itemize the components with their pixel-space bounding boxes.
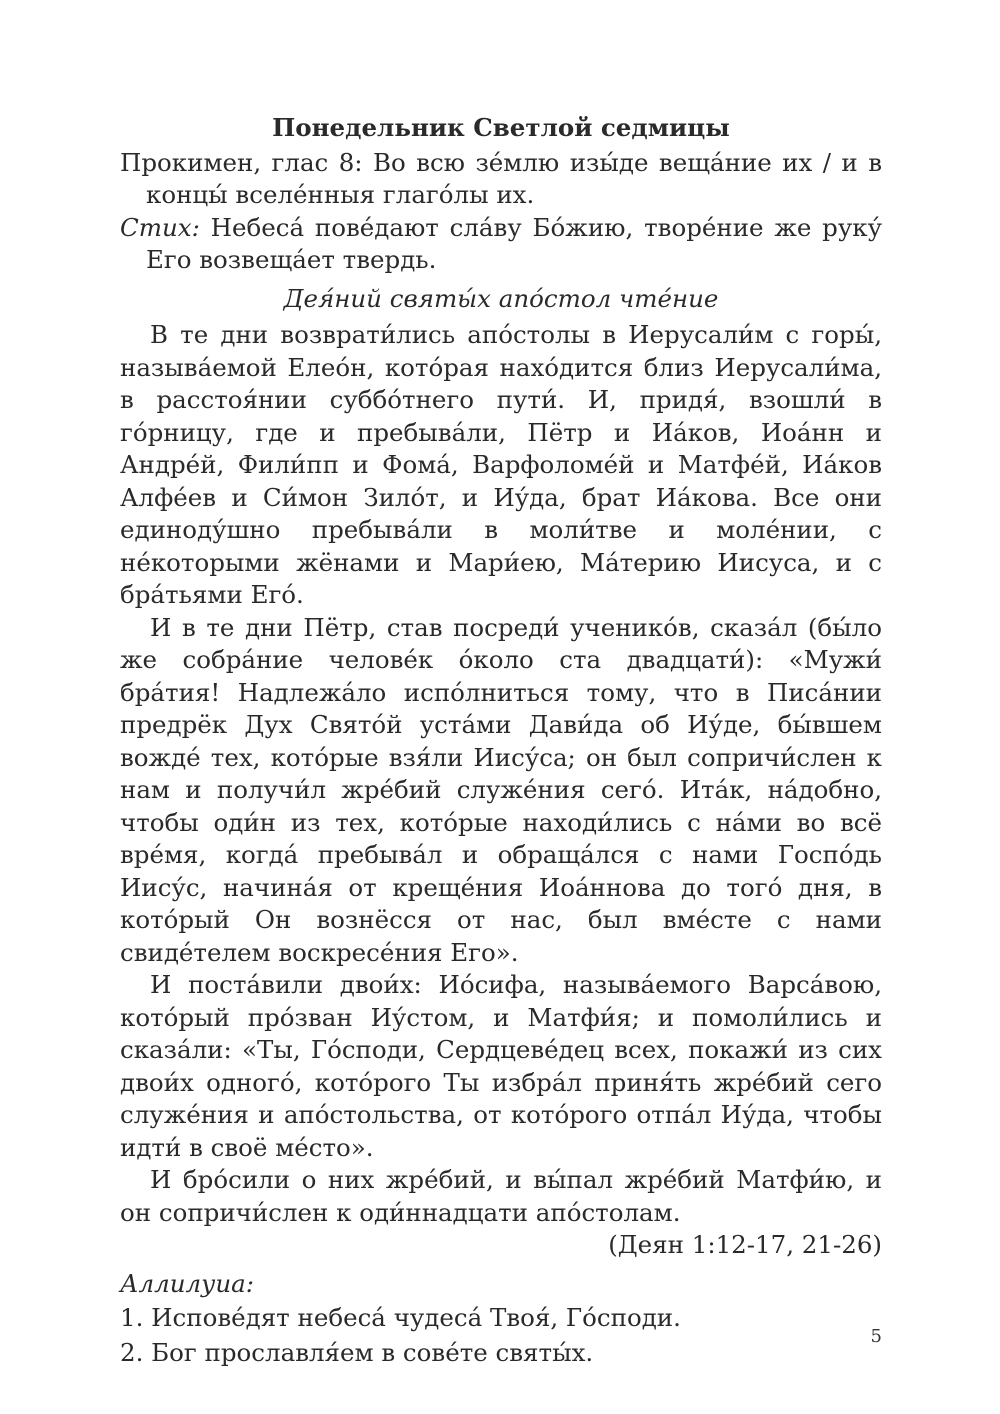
page-number: 5	[870, 1326, 882, 1347]
paragraph: В те дни возврати́лись апо́столы в Иерусали́м с горы́, называ́емой Елео́н, кото́рая нахо́дится близ Иерусали́ма, в расстоя́нии суббо́тнего пути́. И, придя́, взошли́ в го́рницу, где и пребыва́ли, Пётр и Иа́ков, Иоа́нн и Андре́й, Фили́пп и Фома́, Варфоломе́й и Матфе́й, Иа́ков Алфе́ев и Си́мон Зило́т, и Иу́да, брат Иа́кова. Все они единоду́шно пребыва́ли в моли́тве и моле́нии, с не́которыми жёнами и Мари́ею, Ма́терию Иисуса, и с бра́тьями Его́.	[120, 320, 882, 609]
verse-label: Стих:	[120, 212, 200, 242]
alleluia-label: Аллилуиа:	[120, 1268, 254, 1298]
page-title: Понедельник Светлой седмицы	[272, 113, 730, 142]
verse-text: Небеса́ пове́дают сла́ву Бо́жию, творе́ние же руку́ Его возвеща́ет твердь.	[146, 212, 882, 274]
alleluia-verse: 1. Испове́дят небеса́ чудеса́ Твоя́, Го́споди.	[120, 1303, 681, 1332]
page-content	[120, 112, 882, 1369]
paragraph: И поста́вили двои́х: Ио́сифа, называ́емого Варса́вою, кото́рый про́зван Иу́стом, и Матфи́я; и помоли́лись и сказа́ли: «Ты, Го́споди, Сердцеве́дец всех, покажи́ из сих двои́х одного́, кото́рого Ты избра́л приня́ть жре́бий сего служе́ния и апо́стольства, от кото́рого отпа́л Иу́да, чтобы идти́ в своё ме́сто».	[120, 970, 882, 1162]
scripture-reference: (Деян 1:12-17, 21-26)	[608, 1230, 882, 1259]
paragraph: И в те дни Пётр, став посреди́ ученико́в, сказа́л (бы́ло же собра́ние челове́к о́коло ста двадцати́): «Мужи́ бра́тия! Надлежа́ло испо́лниться тому, что в Писа́нии предрёк Дух Свято́й уста́ми Дави́да об Иу́де, бы́вшем вожде́ тех, кото́рые взя́ли Иису́са; он был сопричи́слен к нам и получи́л жре́бий служе́ния сего́. Ита́к, на́добно, чтобы оди́н из тех, кото́рые находи́лись с на́ми во всё вре́мя, когда́ пребыва́л и обраща́лся с нами Госпо́дь Иису́с, начина́я от креще́ния Иоа́ннова до того́ дня, в кото́рый Он вознёсся от нас, был вме́сте с нами свиде́телем воскресе́ния Его».	[120, 612, 882, 967]
paragraph: И бро́сили о них жре́бий, и вы́пал жре́бий Матфи́ю, и он сопричи́слен к оди́ннадцати апо́столам.	[120, 1165, 882, 1227]
prokimen-verse	[120, 212, 882, 277]
reading-title: Дея́ний святы́х апо́стол чте́ние	[283, 283, 719, 313]
prokimen: Прокимен, глас 8: Во всю зе́млю изы́де веща́ние их / и в концы́ вселе́нныя глаго́лы их.	[120, 147, 882, 209]
alleluia-verse: 2. Бог прославля́ем в сове́те святы́х.	[120, 1337, 594, 1367]
